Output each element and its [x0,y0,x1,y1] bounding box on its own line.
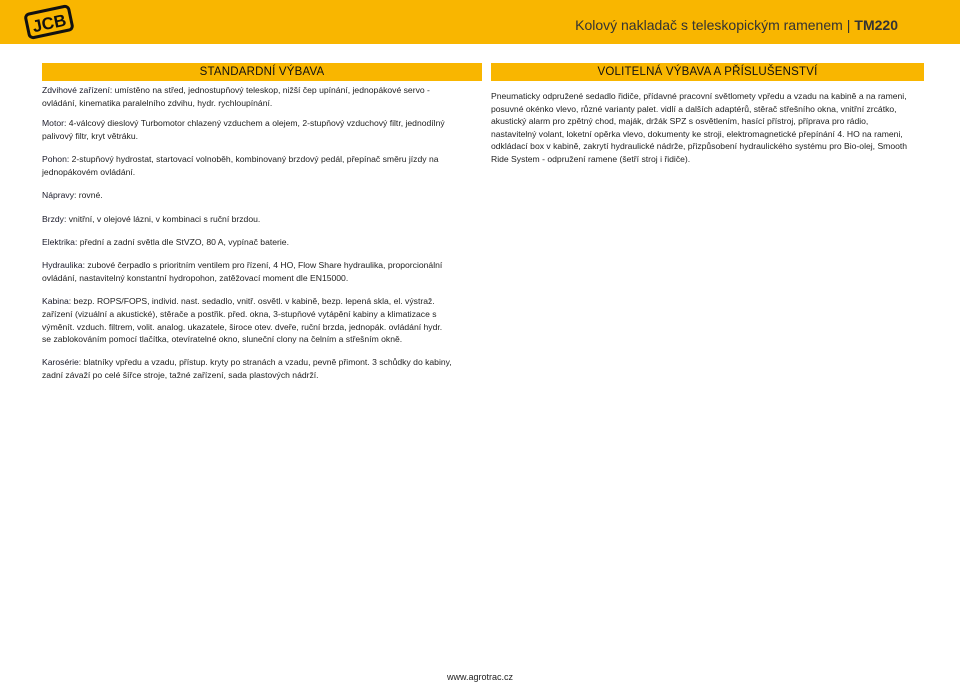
brand-name: JCB [30,10,68,37]
header-bar [0,0,960,44]
optional-equipment-list [491,90,911,176]
model-code: TM220 [854,17,898,33]
standard-equipment-heading: STANDARDNÍ VÝBAVA [42,63,482,81]
standard-equipment-list [42,84,452,392]
footer-url[interactable]: www.agrotrac.cz [446,672,514,682]
spec-engine: Motor: 4-válcový dieslový Turbomotor chlazený vzduchem a olejem, 2-stupňový vzduchový filtr, jednodílný palivový filtr, kryt větráku. [42,118,445,141]
spec-cab: Kabina: bezp. ROPS/FOPS, individ. nast. sedadlo, vnitř. osvětl. v kabině, bezp. lepená skla, el. výstraž. zařízení (vizuální a akustické), stěrače a postřik. před. okna, 3-stupňové vytápění kabiny a klimatizace s výměnít. vzduch. filtrem, volit. analog. ukazatele, široce otev. dveře, ruční brzda, jednopák. ovládání hydr. se zablokováním pomocí tlačítka, otevíratelné okno, sluneční clony na čelním a střešním okně. [42,296,443,345]
spec-bodywork: Karosérie: blatníky vpředu a vzadu, přístup. kryty po stranách a vzadu, pevně přimont. 3 schůdky do kabiny, zadní závaží po celé šířce stroje, tažné zařízení, sada plastových nádrží. [42,357,452,381]
spec-lifting: Zdvihové zařízení: umístěno na střed, jednostupňový teleskop, nižší čep upínání, jednopákové servo - ovládání, kinematika paralelního zdvihu, hydr. rychloupínání. [42,85,430,108]
optional-equipment-text: Pneumaticky odpružené sedadlo řidiče, přídavné pracovní světlomety vpředu a vzadu na kabině a na rameni, posuvné okénko vlevo, různé varianty palet. vidlí a dalších adaptérů, stěrač střešního okna, vnitřní zrcátko, akustický alarm pro zpětný chod, maják, držák SPZ s osvětlením, hasící přístroj, příprava pro rádio, nastavitelný volant, loketní opěrka vlevo, dokumenty ke stroji, elektromagnetické přepínání 4. HO na rameni, odkládací box v kabině, zakrytí hydraulické nádrže, přizpůsobení hydraulického systému pro Bio-olej, Smooth Ride System - odpružení ramene (šetří stroj i řidiče). [491,91,908,164]
optional-equipment-heading: VOLITELNÁ VÝBAVA A PŘÍSLUŠENSTVÍ [491,63,924,81]
spec-drive: Pohon: 2-stupňový hydrostat, startovací volnoběh, kombinovaný brzdový pedál, přepínač směru jízdy na jednopákovém ovládání. [42,154,439,177]
spec-electrics: Elektrika: přední a zadní světla dle StVZO, 80 A, vypínač baterie. [42,236,289,247]
spec-hydraulics: Hydraulika: zubové čerpadlo s prioritním ventilem pro řízení, 4 HO, Flow Share hydraulika, proporcionální ovládání, nastavitelný konstantní hydropohon, zatěžovací moment dle EN15000. [42,260,443,283]
title-separator: | [846,17,851,33]
spec-axles: Nápravy: rovné. [42,190,103,201]
page-title [575,17,898,33]
model-name: Kolový nakladač s teleskopickým ramenem [575,17,843,33]
spec-brakes: Brzdy: vnitřní, v olejové lázni, v kombinaci s ruční brzdou. [42,213,261,224]
jcb-logo [24,4,74,40]
